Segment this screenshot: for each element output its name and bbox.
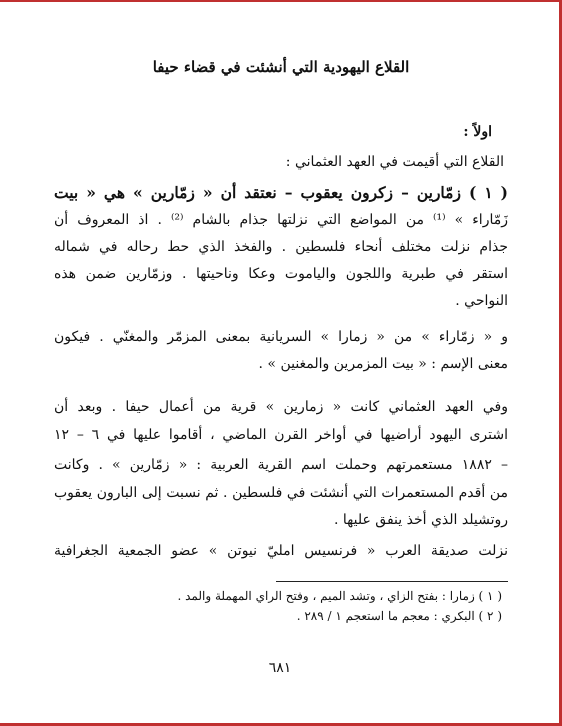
text-line-4: استقر في طبرية واللجون والياموت وعكا وناحيتها . وزمّارين ضمن هذه: [54, 266, 508, 282]
text-line-6: و « زمّاراء » من « زمارا » السريانية بمعنى المزمّر والمغنّي . فيكون: [54, 329, 508, 345]
text-line-10: – ١٨٨٢ مستعمرتهم وحملت اسم القرية العربية : « زمّارين » . وكانت: [54, 457, 508, 473]
section-heading: اولاً :: [463, 124, 492, 140]
text-line-1: ( ١ ) زمّارين – زكرون يعقوب – نعتقد أن « زمّارين » هي « بيت: [54, 183, 508, 202]
text-line-9: اشترى اليهود أراضيها في أواخر القرن الماضي ، أقاموا عليها في ٦ – ١٢: [54, 427, 508, 443]
text-line-7: معنى الإسم : « بيت المزمرين والمغنين » .: [258, 356, 508, 372]
text-line-2: زَمّاراء » ⁽¹⁾ من المواضع التي نزلتها جذام بالشام ⁽²⁾ . اذ المعروف أن: [54, 212, 508, 228]
text-line-13: نزلت صديقة العرب « فرنسيس امليّ نيوتن » عضو الجمعية الجغرافية: [54, 543, 508, 559]
text-line-12: روتشيلد الذي أخذ ينفق عليها .: [334, 512, 508, 528]
page-number: ٦٨١: [268, 660, 292, 676]
footnote-1: ( ١ ) زمارا : بفتح الزاي ، وتشد الميم ، وفتح الراي المهملة والمد .: [177, 589, 502, 603]
page-title: القلاع اليهودية التي أنشئت في قضاء حيفا: [152, 58, 410, 76]
subheading: القلاع التي أقيمت في العهد العثماني :: [285, 154, 504, 170]
text-line-8: وفي العهد العثماني كانت « زمارين » قرية من أعمال حيفا . وبعد أن: [54, 399, 508, 415]
text-line-3: جذام نزلت مختلف أنحاء فلسطين . والفخذ الذي حط رحاله في شماله: [54, 239, 508, 255]
footnote-separator: [276, 581, 508, 582]
text-line-11: من أقدم المستعمرات التي أنشئت في فلسطين . ثم نسبت إلى البارون يعقوب: [54, 485, 508, 501]
footnote-2: ( ٢ ) البكري : معجم ما استعجم ١ / ٢٨٩ .: [296, 609, 502, 623]
text-line-5: النواحي .: [455, 293, 508, 309]
